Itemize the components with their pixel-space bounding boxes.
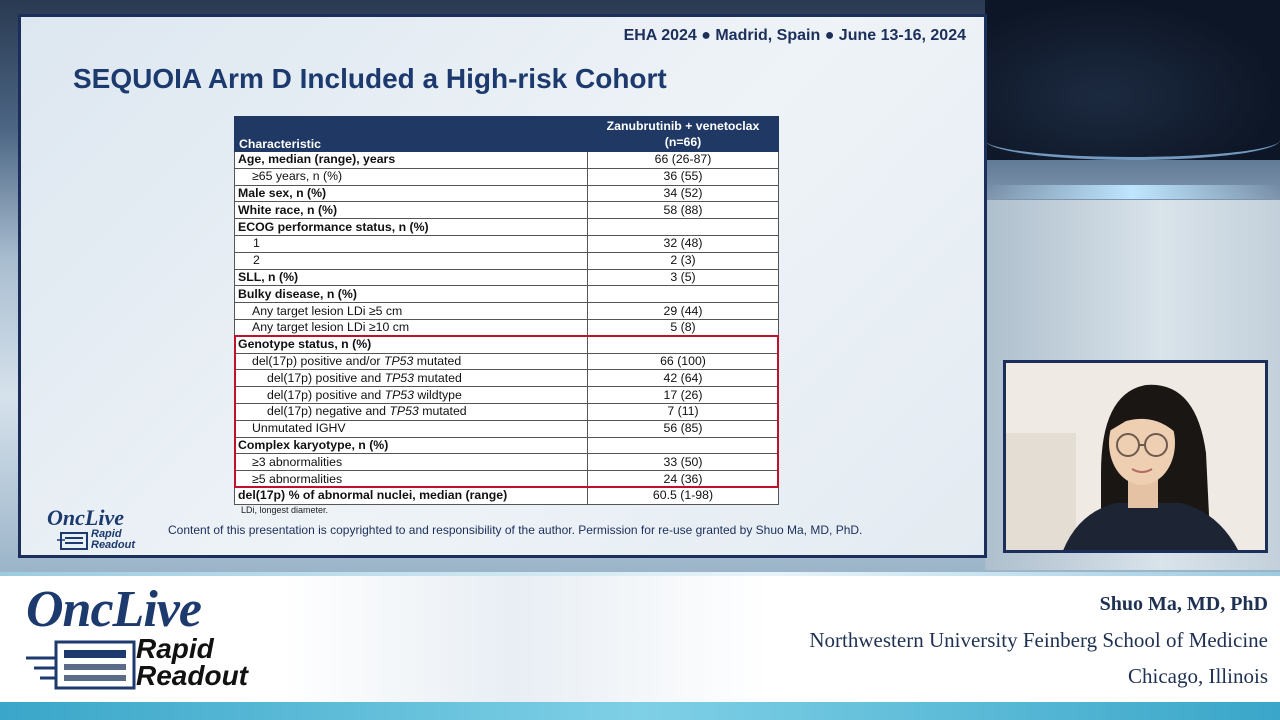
logo-brand: OncLive [47,505,124,530]
row-label: Complex karyotype, n (%) [235,437,588,454]
row-label: SLL, n (%) [235,269,588,286]
row-value: 5 (8) [588,319,779,336]
logo-subtitle-readout: Readout [136,660,248,691]
row-value: 60.5 (1-98) [588,487,779,504]
row-label: ≥65 years, n (%) [235,168,588,185]
rapid-readout-logo-icon [26,638,138,693]
row-value: 34 (52) [588,185,779,202]
row-label: 2 [235,252,588,269]
row-value: 66 (26-87) [588,152,779,169]
row-value: 58 (88) [588,202,779,219]
row-label: Age, median (range), years [235,152,588,169]
row-value: 66 (100) [588,353,779,370]
speaker-name: Shuo Ma, MD, PhD [1099,593,1268,615]
row-label: del(17p) negative and TP53 mutated [235,403,588,420]
row-label: 1 [235,235,588,252]
row-label: ≥5 abnormalities [235,471,588,488]
footnote: LDi, longest diameter. [241,505,329,515]
row-value: 17 (26) [588,387,779,404]
table-row [235,370,779,387]
table-row [235,454,779,471]
table-row [235,353,779,370]
row-label: Bulky disease, n (%) [235,286,588,303]
row-label: White race, n (%) [235,202,588,219]
studio-light-glow [985,185,1280,199]
row-value [588,219,779,236]
row-label: Unmutated IGHV [235,420,588,437]
row-label: del(17p) positive and/or TP53 mutated [235,353,588,370]
table-row [235,437,779,454]
table-row [235,403,779,420]
table-row [235,252,779,269]
table-row [235,336,779,353]
logo-brand-large: OncLive [26,581,201,638]
column-header-characteristic: Characteristic [235,117,588,152]
table-header-row [235,117,779,152]
studio-light-arc [985,120,1280,160]
row-label: del(17p) positive and TP53 wildtype [235,387,588,404]
logo-subtitle-line1: Rapid [91,528,122,540]
table-row [235,471,779,488]
row-label: ≥3 abnormalities [235,454,588,471]
table-row [235,185,779,202]
row-value: 2 (3) [588,252,779,269]
row-label: Any target lesion LDi ≥5 cm [235,303,588,320]
arm-n: (n=66) [664,135,702,149]
speaker-institution: Northwestern University Feinberg School of Medicine [809,628,1268,652]
row-value [588,437,779,454]
row-label: Genotype status, n (%) [235,336,588,353]
logo-subtitle-rapid: Rapid [136,633,214,664]
slide-title: SEQUOIA Arm D Included a High-risk Cohort [73,63,667,94]
table-row [235,152,779,169]
row-value: 33 (50) [588,454,779,471]
onclive-rapid-readout-logo [24,580,294,695]
table-row [235,235,779,252]
table-row [235,219,779,236]
column-header-arm [588,117,779,152]
conference-header: EHA 2024 ● Madrid, Spain ● June 13-16, 2024 [623,27,966,44]
row-value: 36 (55) [588,168,779,185]
row-value: 32 (48) [588,235,779,252]
presentation-slide [18,14,987,558]
copyright-notice: Content of this presentation is copyrighted to and responsibility of the author. Permission for re-use granted by Shuo Ma, MD, PhD. [168,523,863,537]
table-row [235,387,779,404]
arm-name: Zanubrutinib + venetoclax [606,119,760,133]
table-row [235,303,779,320]
logo-subtitle [91,529,135,551]
table-row [235,487,779,504]
row-value: 56 (85) [588,420,779,437]
row-label: del(17p) % of abnormal nuclei, median (range) [235,487,588,504]
row-label: del(17p) positive and TP53 mutated [235,370,588,387]
table-row [235,420,779,437]
row-label: Any target lesion LDi ≥10 cm [235,319,588,336]
speaker-video-frame [1006,363,1268,553]
row-label: ECOG performance status, n (%) [235,219,588,236]
row-value [588,336,779,353]
row-value: 3 (5) [588,269,779,286]
speaker-video [1003,360,1268,553]
speaker-location: Chicago, Illinois [1128,664,1268,688]
row-label: Male sex, n (%) [235,185,588,202]
table-row [235,286,779,303]
table-row [235,168,779,185]
row-value: 42 (64) [588,370,779,387]
lower-third-stripe [0,702,1280,720]
rapid-readout-logo-icon [57,531,89,551]
table-row [235,202,779,219]
row-value: 24 (36) [588,471,779,488]
table-row [235,269,779,286]
table-body [235,152,779,505]
logo-subtitle-line2: Readout [91,539,135,551]
row-value: 29 (44) [588,303,779,320]
row-value: 7 (11) [588,403,779,420]
onclive-slide-logo [47,507,157,555]
characteristics-table [234,116,779,505]
table-row [235,319,779,336]
row-value [588,286,779,303]
